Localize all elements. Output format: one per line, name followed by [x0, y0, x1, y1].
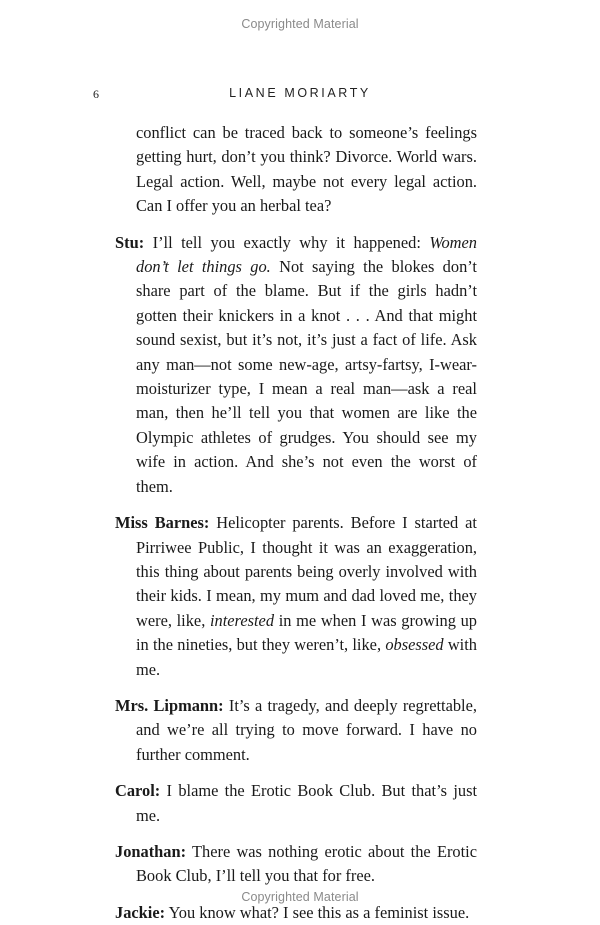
- body-text: [115, 121, 477, 925]
- page-number: 6: [93, 87, 99, 101]
- dialogue-paragraph: [115, 840, 477, 889]
- speaker-name: Carol:: [115, 781, 161, 801]
- speaker-name: Mrs. Lipmann:: [115, 695, 224, 715]
- italic-text: Women don’t let things go.: [136, 232, 477, 277]
- watermark-top: Copyrighted Material: [241, 17, 359, 31]
- italic-text: obsessed: [385, 635, 444, 655]
- italic-text: interested: [209, 610, 275, 630]
- dialogue-paragraph: [115, 901, 477, 925]
- paragraph-text: You know what? I see this as a feminist issue.: [168, 902, 470, 922]
- speaker-name: Miss Barnes:: [115, 513, 210, 533]
- dialogue-paragraph: [115, 511, 477, 682]
- paragraph-text: conflict can be traced back to someone’s feelings getting hurt, don’t you think? Divorce. World wars. Legal action. Well, maybe not every legal action. Can I offer you an herbal tea?: [136, 123, 477, 216]
- speaker-name: Jackie:: [115, 902, 166, 922]
- paragraph-text: Not saying the blokes don’t share part of the blame. But if the girls hadn’t gotten their knickers in a knot . . . And that might sound sexist, but it’s not, it’s just a fact of life. Ask any man—not some new-age, artsy-fartsy, I-wear-moisturizer type, I mean a real man—ask a real man, then he’ll tell you that women are like the Olympic athletes of grudges. You should see my wife in action. And she’s not even the worst of them.: [136, 257, 477, 496]
- watermark-bottom: Copyrighted Material: [241, 890, 359, 904]
- paragraph-text: in me when I was growing up in the nineties, but they weren’t, like,: [136, 610, 477, 655]
- paragraph-text: I’ll tell you exactly why it happened:: [152, 232, 430, 252]
- paragraph-text: It’s a tragedy, and deeply regrettable, and we’re all trying to move forward. I have no further comment.: [136, 695, 477, 764]
- dialogue-paragraph: [115, 231, 477, 499]
- paragraph-text: with me.: [136, 635, 477, 679]
- speaker-name: Jonathan:: [115, 841, 187, 861]
- paragraph-text: I blame the Erotic Book Club. But that’s just me.: [136, 781, 477, 825]
- paragraph-text: There was nothing erotic about the Erotic Book Club, I’ll tell you that for free.: [136, 841, 477, 886]
- speaker-name: Stu:: [115, 232, 145, 252]
- dialogue-paragraph: [115, 779, 477, 828]
- running-head: LIANE MORIARTY: [229, 86, 371, 100]
- continued-paragraph: [115, 121, 477, 219]
- dialogue-paragraph: [115, 694, 477, 767]
- paragraph-text: Helicopter parents. Before I started at Pirriwee Public, I thought it was an exaggeration, this thing about parents being overly involved with their kids. I mean, my mum and dad loved me, they were, like,: [136, 513, 477, 630]
